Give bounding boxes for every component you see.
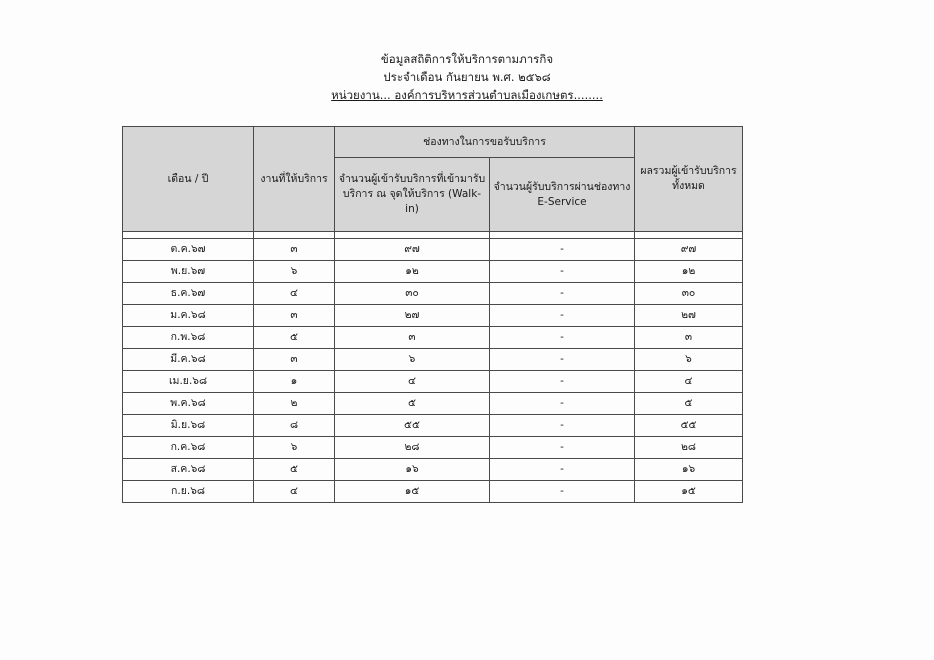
cell-eservice: - bbox=[490, 283, 635, 305]
cell-total: ๖ bbox=[635, 349, 743, 371]
cell-walkin: ๙๗ bbox=[335, 239, 490, 261]
cell-total: ๒๗ bbox=[635, 305, 743, 327]
cell-eservice: - bbox=[490, 437, 635, 459]
table-row bbox=[123, 283, 743, 305]
cell-eservice: - bbox=[490, 349, 635, 371]
cell-eservice: - bbox=[490, 239, 635, 261]
header-walkin: จำนวนผู้เข้ารับบริการที่เข้ามารับบริการ ณ จุดให้บริการ (Walk-in) bbox=[335, 158, 490, 232]
cell-eservice: - bbox=[490, 371, 635, 393]
cell-total: ๓๐ bbox=[635, 283, 743, 305]
cell-month: เม.ย.๖๘ bbox=[123, 371, 254, 393]
table-body bbox=[123, 239, 743, 503]
cell-total: ๙๗ bbox=[635, 239, 743, 261]
cell-walkin: ๖ bbox=[335, 349, 490, 371]
cell-tasks: ๓ bbox=[254, 305, 335, 327]
cell-month: ส.ค.๖๘ bbox=[123, 459, 254, 481]
cell-tasks: ๓ bbox=[254, 349, 335, 371]
cell-walkin: ๕๕ bbox=[335, 415, 490, 437]
header-spacer bbox=[123, 232, 743, 239]
table-row bbox=[123, 481, 743, 503]
header-total: ผลรวมผู้เข้ารับบริการทั้งหมด bbox=[635, 127, 743, 232]
table-row bbox=[123, 393, 743, 415]
cell-tasks: ๖ bbox=[254, 437, 335, 459]
cell-month: พ.ย.๖๗ bbox=[123, 261, 254, 283]
cell-month: ต.ค.๖๗ bbox=[123, 239, 254, 261]
report-title: ข้อมูลสถิติการให้บริการตามภารกิจ bbox=[380, 52, 554, 66]
header-channels: ช่องทางในการขอรับบริการ bbox=[335, 127, 635, 158]
cell-total: ๓ bbox=[635, 327, 743, 349]
cell-walkin: ๑๒ bbox=[335, 261, 490, 283]
cell-tasks: ๕ bbox=[254, 459, 335, 481]
cell-eservice: - bbox=[490, 305, 635, 327]
cell-total: ๑๕ bbox=[635, 481, 743, 503]
cell-walkin: ๕ bbox=[335, 393, 490, 415]
table-row bbox=[123, 459, 743, 481]
header-month: เดือน / ปี bbox=[123, 127, 254, 232]
table-header bbox=[123, 127, 743, 232]
cell-walkin: ๔ bbox=[335, 371, 490, 393]
cell-eservice: - bbox=[490, 393, 635, 415]
table-row bbox=[123, 261, 743, 283]
table-row bbox=[123, 371, 743, 393]
cell-month: มี.ค.๖๘ bbox=[123, 349, 254, 371]
cell-tasks: ๖ bbox=[254, 261, 335, 283]
cell-walkin: ๓ bbox=[335, 327, 490, 349]
cell-tasks: ๔ bbox=[254, 283, 335, 305]
cell-total: ๕ bbox=[635, 393, 743, 415]
cell-walkin: ๑๕ bbox=[335, 481, 490, 503]
cell-eservice: - bbox=[490, 261, 635, 283]
cell-month: มิ.ย.๖๘ bbox=[123, 415, 254, 437]
cell-eservice: - bbox=[490, 481, 635, 503]
table-row bbox=[123, 349, 743, 371]
document-header bbox=[0, 50, 934, 104]
cell-month: ธ.ค.๖๗ bbox=[123, 283, 254, 305]
cell-walkin: ๓๐ bbox=[335, 283, 490, 305]
cell-month: ก.พ.๖๘ bbox=[123, 327, 254, 349]
cell-total: ๒๘ bbox=[635, 437, 743, 459]
cell-walkin: ๑๖ bbox=[335, 459, 490, 481]
cell-eservice: - bbox=[490, 415, 635, 437]
cell-eservice: - bbox=[490, 327, 635, 349]
cell-total: ๑๖ bbox=[635, 459, 743, 481]
cell-month: ก.ย.๖๘ bbox=[123, 481, 254, 503]
table-row bbox=[123, 305, 743, 327]
cell-walkin: ๒๗ bbox=[335, 305, 490, 327]
cell-walkin: ๒๘ bbox=[335, 437, 490, 459]
cell-month: พ.ค.๖๘ bbox=[123, 393, 254, 415]
cell-month: ก.ค.๖๘ bbox=[123, 437, 254, 459]
service-statistics-table bbox=[122, 126, 743, 503]
cell-tasks: ๓ bbox=[254, 239, 335, 261]
cell-total: ๑๒ bbox=[635, 261, 743, 283]
table-row bbox=[123, 239, 743, 261]
table-row bbox=[123, 415, 743, 437]
cell-tasks: ๒ bbox=[254, 393, 335, 415]
header-eservice: จำนวนผู้รับบริการผ่านช่องทาง E-Service bbox=[490, 158, 635, 232]
report-period: ประจำเดือน กันยายน พ.ศ. ๒๕๖๘ bbox=[383, 70, 551, 84]
cell-tasks: ๔ bbox=[254, 481, 335, 503]
cell-total: ๕๕ bbox=[635, 415, 743, 437]
agency-name: หน่วยงาน... องค์การบริหารส่วนตำบลเมืองเกษตร........ bbox=[331, 88, 603, 102]
cell-tasks: ๘ bbox=[254, 415, 335, 437]
cell-total: ๔ bbox=[635, 371, 743, 393]
cell-eservice: - bbox=[490, 459, 635, 481]
cell-month: ม.ค.๖๘ bbox=[123, 305, 254, 327]
table-row bbox=[123, 327, 743, 349]
header-tasks: งานที่ให้บริการ bbox=[254, 127, 335, 232]
table-row bbox=[123, 437, 743, 459]
cell-tasks: ๕ bbox=[254, 327, 335, 349]
cell-tasks: ๑ bbox=[254, 371, 335, 393]
